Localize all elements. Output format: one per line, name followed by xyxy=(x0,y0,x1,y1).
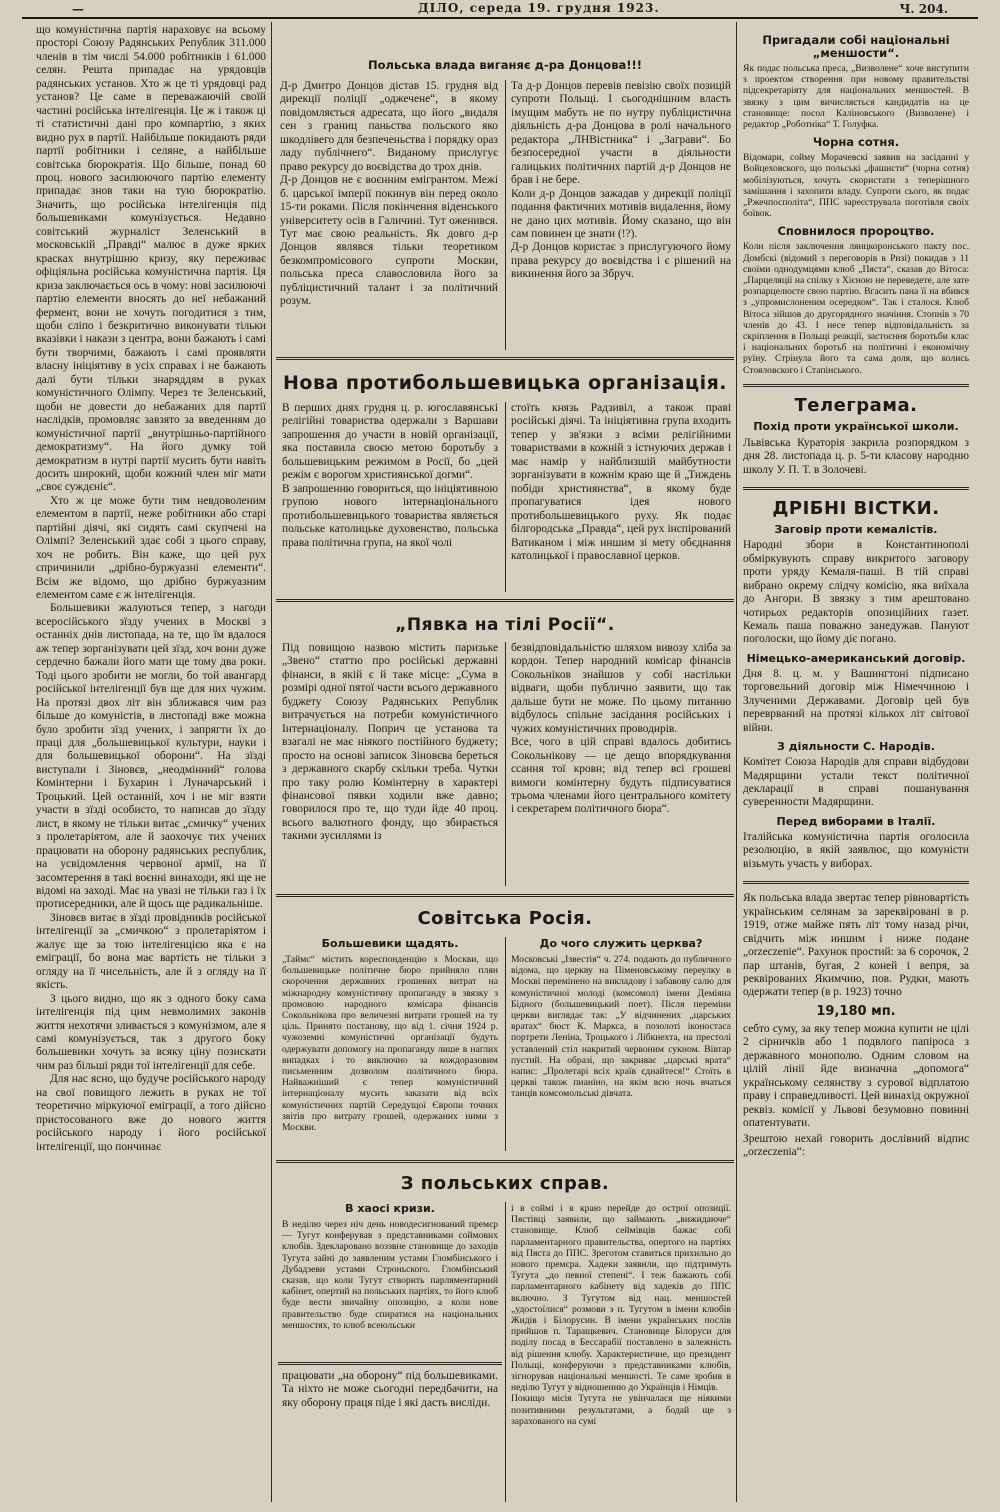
section-rule xyxy=(743,487,969,490)
column-divider xyxy=(505,80,506,350)
black-hundred-body: Відомари, сойму Морачевскі заявив на засіданні у Войцеховского, що польські „фашисти“ (чорна сотня) мобілізуються, хочуть скористати з теперішного замішання і захопити владу. Супроти сього, як подає „Ржечпосполіта“, ППС зареєструвала поготівля своїх боївок. xyxy=(743,152,969,220)
telegram-headline: Телеграма. xyxy=(794,394,918,416)
right-column xyxy=(743,22,969,1502)
pyavka-body-right: безвідповідальністю шляхом вивозу хліба за кордон. Тепер народний комісар фінансів Сокольніков знайшов у собі настільки відваги, щоби публично заявити, що так дальше бути не може. По цьому питанню відбулось спільне засідання російських і чужих комуністичних проводирів. Все, чого в цій справі вдалось добитись Сокольнікову — це дещо впорядкування ссання тої кровн; від тепер всі грошеві вимоги комінтерну будуть підписуватися трьома членами його центрального комітету і секретарем політичного бюра“. xyxy=(511,642,731,816)
league-headline: З діяльности С. Народів. xyxy=(777,740,935,754)
soviet-headline: Совітська Росія. xyxy=(417,908,593,929)
article-paragraph: Зіновєв витає в зїзді провідників російської інтелігенції за „смичкою“ з пролетаріятом і жалує ще за тою інтелігенцією яка є на еміграції, бо вона має вартість не тільки з огляду на її чисельність, але й з огляду на її якість. xyxy=(36,911,266,992)
soviet-subhead-left: Большевики щадять. xyxy=(321,937,459,950)
treaty-headline: Німецько-американський договір. xyxy=(746,651,966,665)
dontsov-body-right: Та д-р Донцов перевів певізію своїх позицій супроти Польщі. І сьогоднішним власть імущим мабуть не по нутру публіцистична діяльність д-ра Донцова в ролі начального редактора „ЛНВістника“ і „Заграви“. Бо безпосередної участи в діяльности галицьких політичних партій д-р Донцов не брав і не бере. Коли д-р Донцов зажадав у дирекції поліції подання фактичних мотивів видалення, йому не дано цих мотивів. Йому сказано, що він сам повинен це знати (!?). Д-р Донцов користає з прислугуючого йому права рекурсу до воєвідства і є рішений на викинення його за Збруч. xyxy=(511,80,731,281)
brief-news-headline: ДРІБНІ ВІСТКИ. xyxy=(772,498,940,520)
minorities-headline: Пригадали собі національні „меншости“. xyxy=(762,33,950,60)
section-rule xyxy=(276,894,734,897)
column-divider xyxy=(505,1202,506,1502)
column-left-article xyxy=(36,24,266,1502)
org-body-left: В перших днях грудня ц. р. югославянські релігійні товариства одержали з Варшави запрошення до участи в новій організації, яка поставила своєю метою боротьбу з большевицьким режимом в Росії, бо „цей режім є ворогом християнської догми“. В запрошенню говориться, що ініціятивною групою нового інтернаціонального протибольшевицького товариства являється польське католицьке духовенство, польська права політична група, на якої чолі xyxy=(282,402,498,549)
header-title: ДІЛО, середа 19. грудня 1923. xyxy=(418,1,660,15)
section-rule xyxy=(276,357,734,360)
dontsov-body-left: Д-р Дмитро Донцов дістав 15. грудня від дирекції поліції „оджечене“, в якому повідомляється адресата, що його „видаля сен з границ паньства польского яко шкодлівего для безпеченьства і порядку ораз ладу публічнего“. Виданому прислугує право рекурсу до воєвідства до трох днів. Д-р Донцов не є воєнним емігрантом. Межі б. царської імперії покинув він перед около 15-ти роками. Після покінчення віденського університету осів в Галичині. Тут оженився. Тут має свою реальність. Як довго д-р Донцов являвся тільки теоретиком безкомпромісового супроти Москви, польська преса славословила його за публіцистичний талант і за політичний розум. xyxy=(280,80,498,308)
column-divider xyxy=(505,937,506,1151)
kemal-headline: Заговір проти кемалістів. xyxy=(774,523,938,537)
page-header xyxy=(22,0,978,16)
black-hundred-headline: Чорна сотня. xyxy=(812,135,900,150)
soviet-subhead-right: До чого служить церква? xyxy=(539,937,703,950)
column-divider xyxy=(736,22,737,1502)
prophecy-headline: Сповнилося пророцтво. xyxy=(777,224,935,239)
italy-headline: Перед виборами в Італії. xyxy=(776,814,936,828)
article-paragraph: Большевики жалуються тепер, з нагоди всеросійського зїзду учених в Москві з останніх днів листопада, на те, що їм вдалося аж тепер зорганізувати цей зїзд, хоч вони дуже сердечно бажали його мати ще тому два роки. Тоді цього зробити не могли, бо той авангард російської інтелігенції був ще для них чужим. На протязі двох літ він зближався чим раз більше до комуністів, в листопаді вже можна було зробити зїзд учених, і запрягти їх до праці для „большевицької культури, науки і для большевицької оборони“. На зїзді виступали і Зіновєв, „неодмінний“ голова Комінтерни і Бухарин і Луначарський і Троцький. Цей останній, хоч і не міг взяти участи в зїзді особисто, то написав до зїзду лист, в якому не тільки витає „смичку“ учених з пролетаріятом, але й заохочує тих учених працювати на оборону радянських республик, на усвідомлення червоної армії, на її засомтерення в такі воєнні винаходи, які ще не відомі на заході. Має на увазі не тільки газ і їх протисередники, але й щось ще радикальніше. xyxy=(36,602,266,911)
column-divider xyxy=(505,642,506,886)
polish-body-bottom-left: працювати „на оборону“ під большевиками. Та ніхто не може сьогодні передбачити, на яку оборону праця піде і які дасть висліди. xyxy=(282,1370,498,1409)
article-paragraph: що комуністична партія нараховує на всьому просторі Союзу Радянських Републик 311.000 членів в тім числі 54.000 робітників і 61.000 селян. Решта припадає на урядовців радянських установ. Хто ж це ті урядовці рад установ? Це саме в переважаючій своїй частині російська інтелігенція. Це ж і також ці ті статистичні дані про компартію, з яких видно рух в партії. Найбільше покидають ряди партії робітники і селяне, а найбільше совітська бюрократія. Що більше, понад 60 проц. нового засилюючого партію елементу припадає знов таки на тую бюрократію. Значить, що російська інтелігенція під большевиками комунізується. Недавно совітський журналіст Зеленський в московській „Правді“ малює в дуже ярких красках внутрішню кризу, яку переживає офіціяльна російська комуністична партія. Ця криза заключається ось в чому: нові засилюючі партію елементи вносять до неї небажаний фермент, вони не хочуть погодитися з тим, щоби сліпо і безкритично виконувати тільки вказівки і накази з центра, вони бажають і самі бути творчими, бажають і самі проявляти власну ініціятиву в усіх справах і не бажають далі бути тільки знаряддям в руках комуністичного Олімпу. Через те Зеленський, щоби не довести до небажаних для партії наслідків, промовляє завзято за введенням до комуністичної партії „внутрішньо-партійного демократизму“. На його думку той демократизм в нутрі партії мусить бути навіть досить широкий, щоби кожний член міг мати „своє суждєніє“. xyxy=(36,24,266,494)
column-divider xyxy=(271,22,272,1502)
requisition-body-cont: себто суму, за яку тепер можна купити не цілі 2 сірничків або 1 подвлого папіроса з державного монополю. Одним словом на цілій лінії йде визначна „допомога“ українському селянству з сурової відплатою праву і справедливості. Цей винахід окружної реквіз. комісії у Львові безумовно повинні опатентувати. xyxy=(743,1022,969,1130)
org-headline: Нова протибольшевицька організація. xyxy=(282,372,728,394)
section-rule xyxy=(276,1160,734,1163)
telegram-body: Львівська Кураторія закрила розпорядком з дня 28. листопада ц. р. 5-ти класову народню школу У. П. Т. в Золочеві. xyxy=(743,436,969,476)
pyavka-headline: „Пявка на тілі Росії“. xyxy=(395,615,615,635)
requisition-body-end: Зрештою нехай говорить дослівний відпис „orzeczenia“: xyxy=(743,1132,969,1158)
article-paragraph: Хто ж це може бути тим невдоволеним елементом в партії, неже робітники або старі партійні діячі, які сидять самі скупчені на Олімпі? Зеленський здає собі з цього справу, хоч не робить. Він каже, що цей рух спричинили „дрібно-буржуазні елементи“. Всім же відомо, що дрібно буржуазним елементом саме є ж інтелігенція. xyxy=(36,494,266,602)
polish-headline: З польських справ. xyxy=(400,1173,610,1194)
requisition-body: Як польська влада звертає тепер рівновартість українським селянам за зареквіровані в р. 1919, отже майже пять літ тому назад річи, свідчить між иншим і ниже подане „orzeczenie“. Рахунок простий: за 6 сорочок, 2 пар штанів, бугая, 2 коней і вепря, за реквірованих Якимчию, пов. Рудки, мають одержати тепер (в р. 1923) точно xyxy=(743,892,969,999)
header-left: — xyxy=(72,2,84,16)
telegram-subhead: Похід проти української школи. xyxy=(753,419,959,433)
header-rule xyxy=(22,17,978,19)
section-rule xyxy=(278,1362,502,1365)
dontsov-headline: Польська влада виганяє д-ра Донцова!!! xyxy=(368,58,642,72)
issue-number: Ч. 204. xyxy=(899,2,948,16)
article-paragraph: З цього видно, що як з одного боку сама інтелігенція під цим невмолимих законів життя нехотячи зливається з комунізмом, але я самі комунізується, так з другого боку большевики хочуть за всяку ціну позискати чим раз більші ряди тої інтелігенції для себе. xyxy=(36,992,266,1072)
prophecy-body: Коли після заключення лянцкоронського пакту пос. Домбскі (відомий з переговорів в Ризі) покидав з 11 своїми однодумцями клюб „Пяста“, сказав до Вітоса: „Парцеляції на спілку з Хієною не переведете, але зате розпарцелюєте свою партію. Вгасить пана її на вбився з „упромислоненим осередком“. Так і сталося. Клюб Вітоса зійшов до другорядного значіння. Стопнів з 70 членів до 43. І несе тепер відповідальність за скріплення в Польщі реакції, застоєння боротьби клас і національних боротьб на політичні і економічну руїну. Стрінула його та сама доля, що колись Стояловского і Стапінського. xyxy=(743,241,969,376)
soviet-body-left: „Таймс“ містить кореспонденцію з Москви, що большевицьке політичне бюро прийняло плян скорочення державних грошевих витрат на міжнародну комуністичну пропаганду в звязку з промовою народного комісара фінансів Сокольнікова про величезні витрати грошей на ту ціль. Принято постанову, що від 1. січня 1924 р. чужоземні комуністичні організації будуть одержувати допомогу на пропаганду лише в наглих випадках і то виключно за кождоразовим письменним дозволом політичного бюра. Найважніший є тепер комуністичний інтернаціоналу мусить заказати від всіх комуністичних партій Середущої Європи точних звітів про витрату грошей, одержаних ними з Москви. xyxy=(282,954,498,1134)
soviet-body-right: Московські „Ізвестія“ ч. 274. подають до публичного відома, що церкву на Піменовському переулку в Москві перемінено на викладову і забавову салю для комуністичної молоді (комсомол) імени Деміяна Бідного (большевицький поет). Після переміни церкви виглядає так: „У відчинених „царських вратах“ бюст К. Маркса, в позолоті іконостаса портрети Леніна, Троцького і Лібкнехта, на престолі уставлений стіл накритий червоним сукном. Вівтар пустий. На образі, що закриває „царські врата“ напис: „Пролетарі всіх країв єднайтеся!“ Стоїть в церкві також пианіно, на якім всю ночь вчаться танців комсомольські дівчата. xyxy=(511,954,731,1100)
section-rule xyxy=(743,384,969,387)
polish-body-left: В неділю через ніч день новодесигнований премєр — Тугут конферував з представниками соймових клюбів. Здекларовано воззвне становище до заходів Тугута зайні до заявленим устами Гломбінського і Дубадзеви устами Строньского. Гломбінський сказав, що коли Тугут створить парляментарний кабінет, опертий на польських партіях, то його клюб буде вести звичайну опозицію, а коли нове правительство буде спиратися на національних меншостях, то клюб всеюльськи xyxy=(282,1219,498,1331)
org-body-right: стоїть князь Радзивіл, а також праві російські діячі. Та ініціятивна група входить тепер у зв'язки з всіми релігійними товариствами в кожній з істнуючих держав і має намір у найблизшій майбутности зорганізувати в кожнім краю ще й „Тиждень побіди християнства“, в якому буде пропагуватися ідея нового протибольшевицького руху. Як подає білгородська „Правда“, цей рух інспірований Ватиканом і між иншим зі мету обєднання католицької і православної церков. xyxy=(511,402,731,562)
article-paragraph: Для нас ясно, що будуче російського народу на свої повищого лежить в руках не тої теоретично міркуючої еміграції, а того дійсно пристосованого вже до нового життя російського народу і його російської інтелігенції, що пончинає xyxy=(36,1073,266,1153)
polish-subhead: В хаосі кризи. xyxy=(345,1202,435,1215)
amount-figure: 19,180 мп. xyxy=(816,1003,896,1019)
polish-body-right: і в соймі і в краю перейде до острої опозиції. Пястівці заявили, що займають „вижидаюче“ становище. Клюб сеймівців бажає собі парламентарного правительства, опертого на партіях від Пяста до ППС. Зреготом ставиться прихильно до нового премєра. Хадеки заявили, що підтримуть Тугута „до певної степені“. І теж бажають собі парламентарного кабінету від хадеків до ППС включно. З Тугутом від нац. меншостей „удостоїлися“ розмови з п. Тугутом в імени клюбів Жидів і Білорусин. В імени українських послів прийшов п. Таращкевич. Становище Білоруси для поділу посад в Бессарабії поставлено в залежність від рішення клюбу. Характеристичне, що президент Польщі, конферуючи з представниками клюбів, зігнорував національні меншості. Те саме зробив в неділю Тугут у відношенню до Українців і Німців. Покищо місія Тугута не увінчалася ще ніякими позитивними результатами, а бодай ще з зарахованого на сумі xyxy=(511,1203,731,1427)
section-rule xyxy=(743,881,969,884)
section-rule xyxy=(276,599,734,602)
minorities-body: Як подає польська преса, „Визволене“ хоче виступити з проектом створення при новому правительстві підсекретаріяту для національних меншостей. В звязку з цим вичисляється кандидатів на це становище: посол Каліновського (Визволене) і редактор „Роботніка“ Т. Голуфка. xyxy=(743,63,969,131)
league-body: Комітет Союза Народів для справи відбудови Мадярщини устали текст політичної декларації в справі пошанування суверенности Мадярщини. xyxy=(743,756,969,809)
kemal-body: Народні збори в Константинополі обміркувують справу викритого заговору проти уряду Кемаля-паші. В тій справі вибрано окрему слідчу комісію, яка виїхала до Ангори. В звязку з тим арештовано чотирьох редакторів опозиційних газет. Кемаль паша поважно занедужав. Пануют поголоски, що йому діє погано. xyxy=(743,539,969,646)
column-divider xyxy=(505,402,506,592)
pyavka-body-left: Під повищою назвою містить паризьке „Звено“ статтю про російські державні фінанси, в якій є й таке місце: „Сума в розмірі одної пятої части всього державного буджету Союзу Радянських Републик витрачується на потреби комуністичного Інтернаціоналу. Поприч це установа та взагалі не має ніякого постійного буджету; просто на основі записок Зіновєва береться з державного скарбу скільки треба. Чутки про таку ролю Комінтерну в характері фінансової пявки ходили вже давно; говорилося про те, що туди йде 40 проц. всього валютного фонду, що збирається такими зусиллями із xyxy=(282,642,498,843)
treaty-body: Дня 8. ц. м. у Вашингтоні підписано торговельний договір між Німеччиною і Злученими Державами. Договір цей був переврваний на протязі кількох літ світової війни. xyxy=(743,667,969,734)
italy-body: Італійська комуністична партія оголосила резолюцію, в якій заявлює, що комуністи візьмуть участь у виборах. xyxy=(743,830,969,870)
